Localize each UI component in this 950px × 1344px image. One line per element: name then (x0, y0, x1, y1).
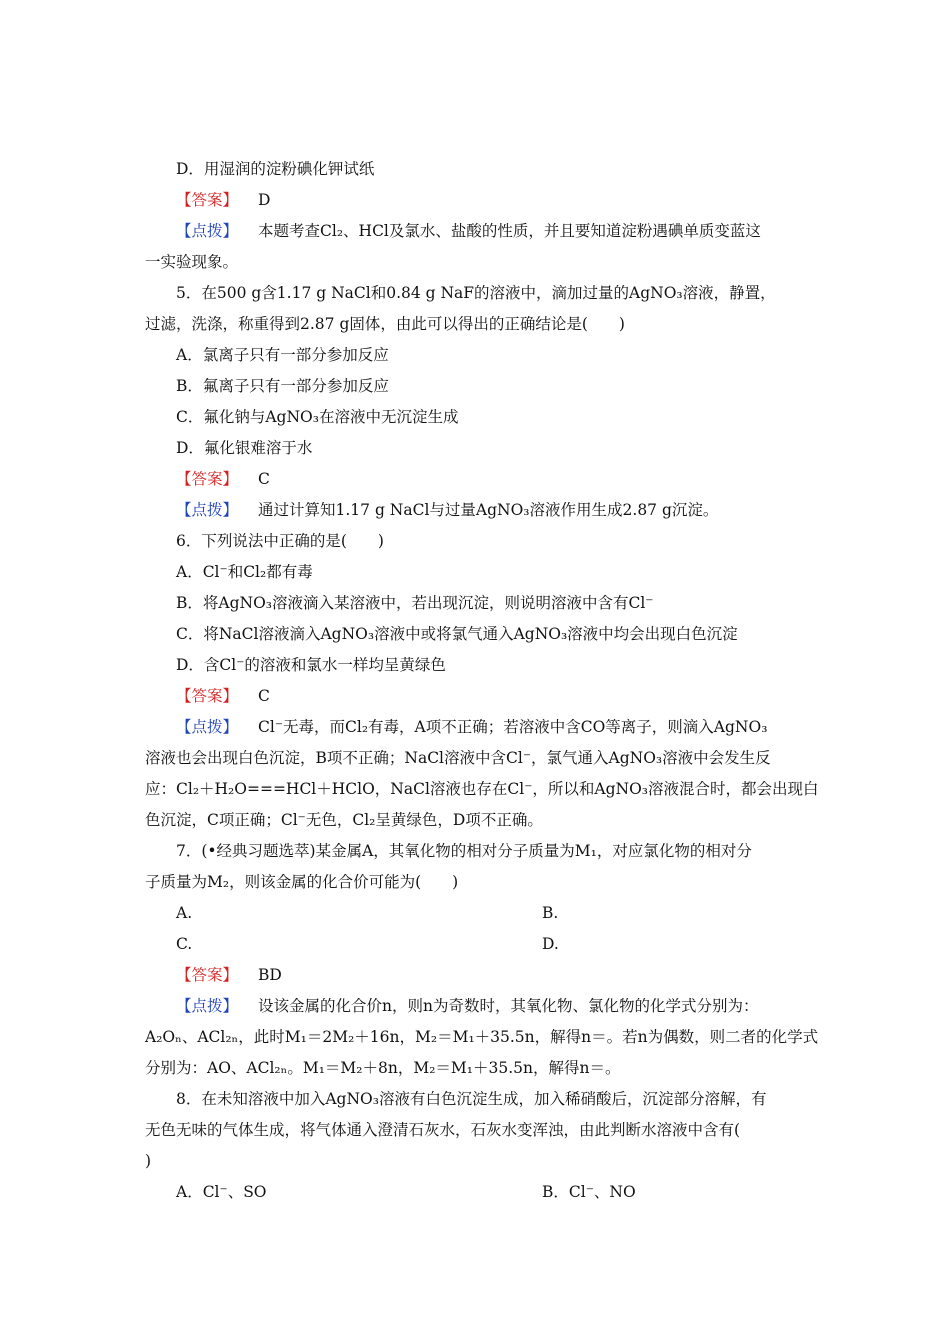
explanation-q4-cont: 一实验现象。 (145, 253, 239, 271)
explanation-text: 通过计算知1.17 g NaCl与过量AgNO₃溶液作用生成2.87 g沉淀。 (258, 501, 719, 519)
option-b-q8: B．Cl⁻、NO (542, 1183, 636, 1201)
explanation-q7 (145, 991, 810, 1022)
question-5-cont: 过滤，洗涤，称重得到2.87 g固体，由此可以得出的正确结论是( ) (145, 315, 625, 333)
option-d-q7: D. (542, 935, 559, 953)
explanation-q6-cont-1: 溶液也会出现白色沉淀，B项不正确；NaCl溶液中含Cl⁻，氯气通入AgNO₃溶液中会发生反 (145, 749, 771, 767)
question-8-cont-1: 无色无味的气体生成，将气体通入澄清石灰水，石灰水变浑浊，由此判断水溶液中含有( (145, 1121, 741, 1139)
options-ab-q8 (145, 1177, 810, 1208)
option-a-q7: A. (176, 904, 193, 922)
explanation-tag: 【点拨】 (176, 501, 239, 519)
option-b-q6: B．将AgNO₃溶液滴入某溶液中，若出现沉淀，则说明溶液中含有Cl⁻ (176, 594, 654, 612)
answer-tag: 【答案】 (176, 687, 239, 705)
option-d-q5: D．氟化银难溶于水 (176, 439, 313, 457)
question-5: 5．在500 g含1.17 g NaCl和0.84 g NaF的溶液中，滴加过量的AgNO₃溶液，静置， (176, 284, 776, 302)
options-cd-q7 (145, 929, 810, 960)
option-a-q8: A．Cl⁻、SO (176, 1183, 267, 1201)
explanation-tag: 【点拨】 (176, 222, 239, 240)
option-c-q7: C. (176, 935, 193, 953)
explanation-q6 (145, 712, 810, 743)
option-a-q5: A．氯离子只有一部分参加反应 (176, 346, 389, 364)
answer-q7 (145, 960, 810, 991)
answer-text: C (258, 687, 270, 705)
question-7: 7．(•经典习题选萃)某金属A，其氧化物的相对分子质量为M₁，对应氯化物的相对分 (176, 842, 752, 860)
question-8: 8．在未知溶液中加入AgNO₃溶液有白色沉淀生成，加入稀硝酸后，沉淀部分溶解，有 (176, 1090, 767, 1108)
option-d-q4: D．用湿润的淀粉碘化钾试纸 (176, 160, 375, 178)
answer-q4 (145, 185, 810, 216)
answer-tag: 【答案】 (176, 470, 239, 488)
answer-text: D (258, 191, 271, 209)
option-b-q7: B. (542, 904, 559, 922)
explanation-q6-cont-3: 色沉淀，C项正确；Cl⁻无色，Cl₂呈黄绿色，D项不正确。 (145, 811, 543, 829)
explanation-tag: 【点拨】 (176, 718, 239, 736)
explanation-q5 (145, 495, 810, 526)
option-c-q5: C．氟化钠与AgNO₃在溶液中无沉淀生成 (176, 408, 459, 426)
option-c-q6: C．将NaCl溶液滴入AgNO₃溶液中或将氯气通入AgNO₃溶液中均会出现白色沉淀 (176, 625, 738, 643)
question-7-cont: 子质量为M₂，则该金属的化合价可能为( ) (145, 873, 459, 891)
explanation-text: 设该金属的化合价n，则n为奇数时，其氧化物、氯化物的化学式分别为： (258, 997, 759, 1015)
answer-q6 (145, 681, 810, 712)
question-8-cont-2: ) (145, 1152, 152, 1170)
answer-text: C (258, 470, 270, 488)
explanation-text: 本题考查Cl₂、HCl及氯水、盐酸的性质，并且要知道淀粉遇碘单质变蓝这 (258, 222, 761, 240)
option-a-q6: A．Cl⁻和Cl₂都有毒 (176, 563, 313, 581)
answer-tag: 【答案】 (176, 191, 239, 209)
document-page (145, 154, 819, 1208)
explanation-text: Cl⁻无毒，而Cl₂有毒，A项不正确；若溶液中含CO等离子，则滴入AgNO₃ (258, 718, 768, 736)
question-6: 6．下列说法中正确的是( ) (176, 532, 384, 550)
options-ab-q7 (145, 898, 810, 929)
answer-text: BD (258, 966, 282, 984)
explanation-q6-cont-2: 应：Cl₂＋H₂O===HCl＋HClO，NaCl溶液也存在Cl⁻，所以和AgNO₃溶液混合时，都会出现白 (145, 780, 819, 798)
option-b-q5: B．氟离子只有一部分参加反应 (176, 377, 389, 395)
answer-tag: 【答案】 (176, 966, 239, 984)
answer-q5 (145, 464, 810, 495)
explanation-q7-cont-2: 分别为：AO、ACl₂ₙ。M₁＝M₂＋8n，M₂＝M₁＋35.5n，解得n＝。 (145, 1059, 621, 1077)
explanation-q7-cont-1: A₂Oₙ、ACl₂ₙ，此时M₁＝2M₂＋16n，M₂＝M₁＋35.5n，解得n＝。若n为偶数，则二者的化学式 (145, 1028, 819, 1046)
explanation-tag: 【点拨】 (176, 997, 239, 1015)
explanation-q4 (145, 216, 810, 247)
option-d-q6: D．含Cl⁻的溶液和氯水一样均呈黄绿色 (176, 656, 446, 674)
